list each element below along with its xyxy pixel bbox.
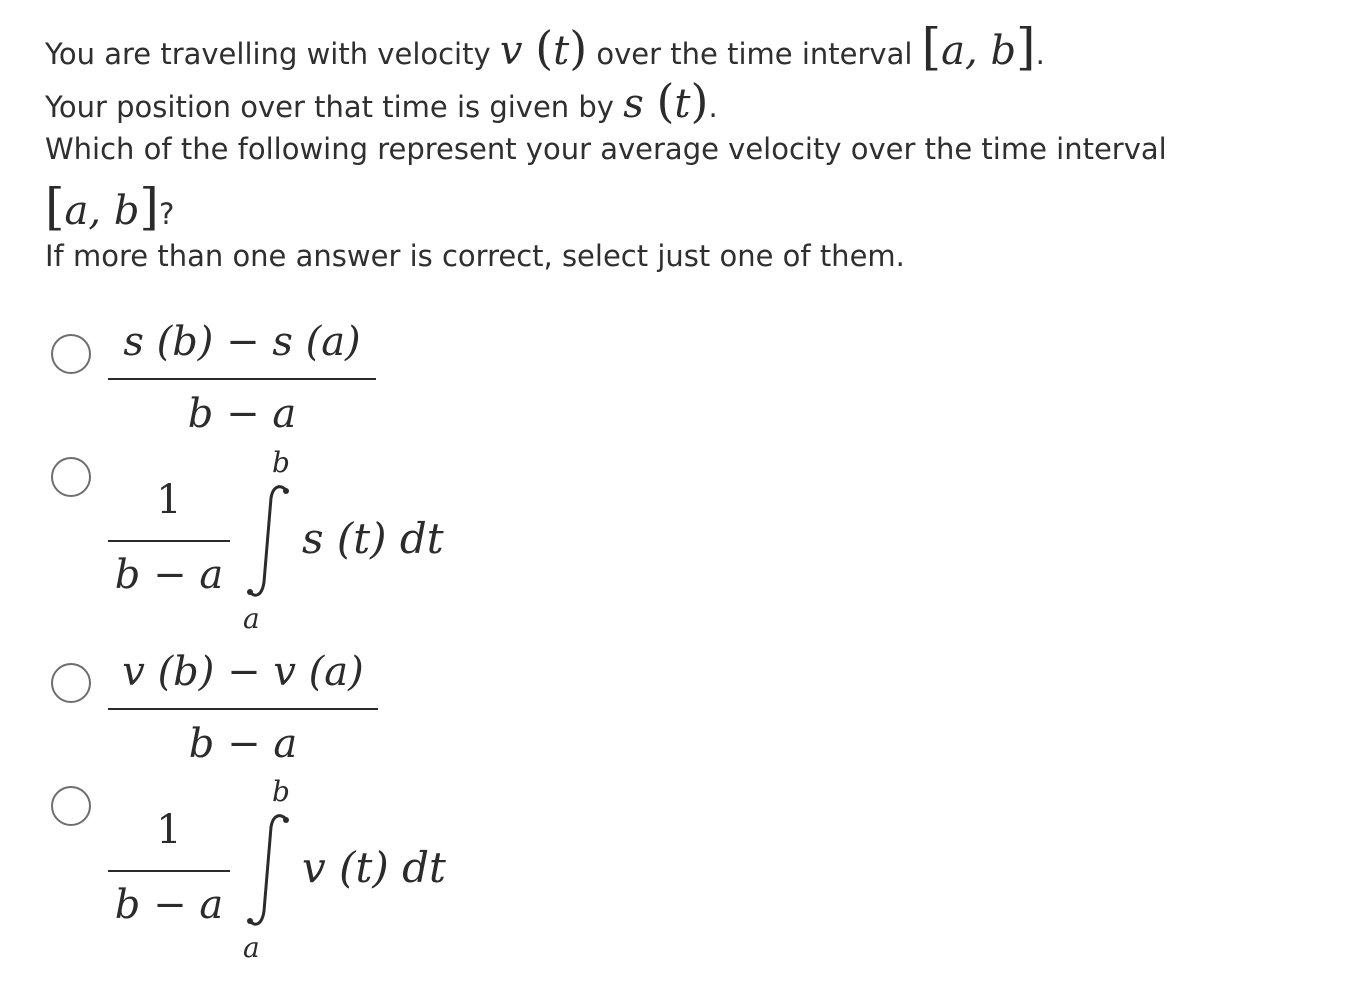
question-line-3 (45, 132, 1167, 166)
coefficient-fraction-option-4 (108, 808, 230, 928)
fraction-denominator: b − a (187, 391, 297, 437)
fraction-numerator: s (b) − s (a) (123, 319, 361, 365)
fraction-numerator: v (b) − v (a) (122, 649, 364, 695)
question-line-2: Your position over that time is given by s (t). (45, 74, 718, 128)
question-text: over the time interval (596, 37, 913, 71)
coefficient-fraction-option-2 (108, 478, 230, 598)
question-line-4: [a, b]? (45, 178, 175, 236)
radio-option-2[interactable] (51, 457, 91, 497)
fraction-denominator: b − a (114, 552, 224, 598)
fraction-bar (108, 708, 378, 710)
fraction-bar (108, 540, 230, 542)
lower-limit: a (243, 931, 260, 964)
integrand: s (t) dt (302, 514, 444, 563)
integral-sign-icon (240, 811, 300, 931)
upper-limit: b (272, 446, 290, 479)
integral-sign-icon (240, 482, 300, 602)
integrand: v (t) dt (302, 843, 446, 892)
interval-symbol: [a, b] (921, 18, 1036, 76)
fraction-bar (108, 378, 376, 380)
fraction-bar (108, 870, 230, 872)
lower-limit: a (243, 602, 260, 635)
fraction-option-3 (108, 648, 378, 768)
radio-option-1[interactable] (51, 334, 91, 374)
fraction-denominator: b − a (114, 882, 224, 928)
instruction-text: If more than one answer is correct, select just one of them. (45, 239, 905, 273)
question-text: Which of the following represent your average velocity over the time interval (45, 132, 1167, 166)
fraction-numerator: 1 (156, 807, 182, 853)
position-symbol: s (t) (623, 74, 709, 128)
upper-limit: b (272, 775, 290, 808)
radio-option-4[interactable] (51, 786, 91, 826)
question-text: Your position over that time is given by (45, 90, 614, 124)
fraction-numerator: 1 (156, 477, 182, 523)
question-line-1: You are travelling with velocity v (t) over the time interval [a, b]. (45, 18, 1045, 76)
question-text: You are travelling with velocity (45, 37, 491, 71)
velocity-symbol: v (t) (499, 21, 588, 75)
fraction-option-1 (108, 318, 376, 438)
fraction-denominator: b − a (188, 721, 298, 767)
interval-symbol: [a, b] (45, 178, 159, 236)
radio-option-3[interactable] (51, 663, 91, 703)
